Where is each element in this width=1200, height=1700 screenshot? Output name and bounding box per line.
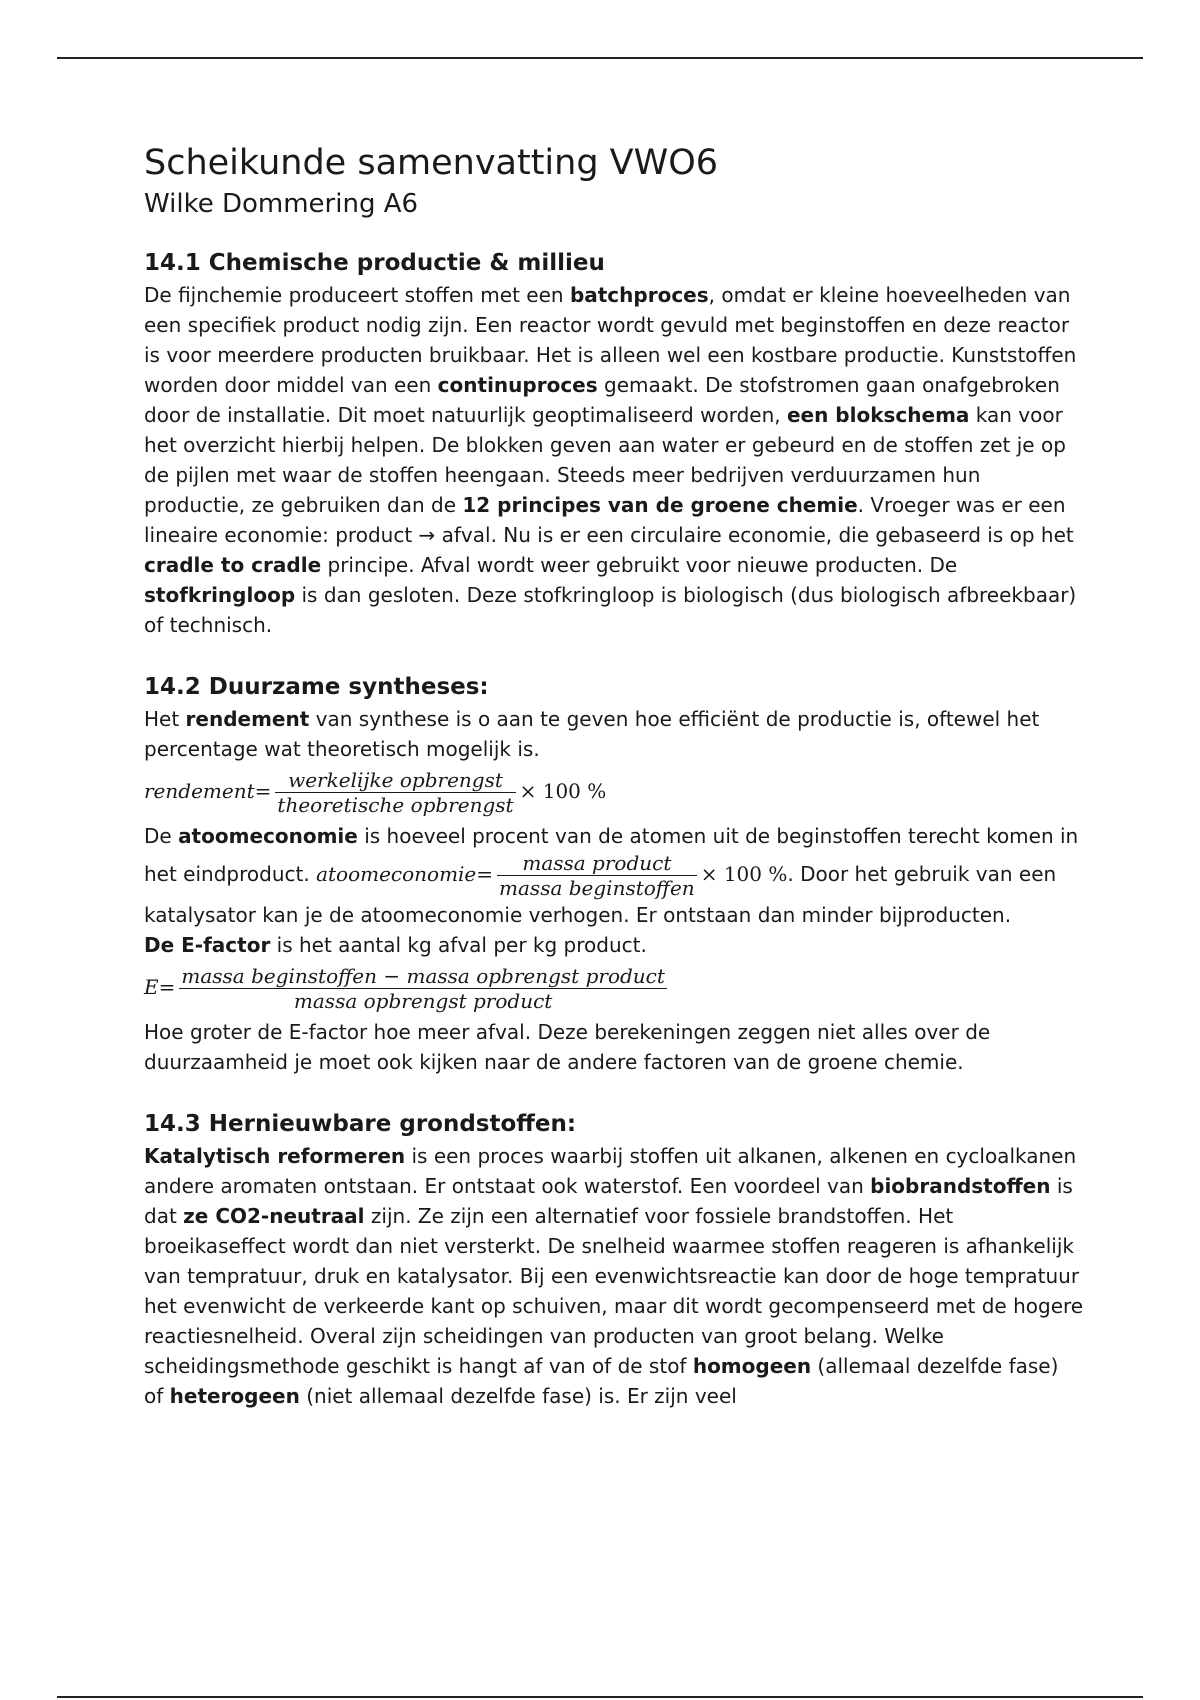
fraction-denominator: massa opbrengst product bbox=[293, 989, 553, 1013]
paragraph: Hoe groter de E-factor hoe meer afval. Deze berekeningen zeggen niet alles over de duurzaamheid je moet ook kijken naar de andere factoren van de groene chemie. bbox=[144, 1020, 991, 1074]
section-14-3 bbox=[144, 1107, 1084, 1411]
equation-e-factor bbox=[144, 964, 1084, 1013]
paragraph bbox=[144, 930, 1084, 960]
bold-term: rendement bbox=[185, 707, 310, 731]
bold-term: De E-factor bbox=[144, 933, 271, 957]
bold-term: Katalytisch reformeren bbox=[144, 1144, 406, 1168]
paragraph bbox=[144, 280, 1084, 640]
bottom-rule bbox=[57, 1696, 1143, 1698]
fraction-denominator: massa beginstoffen bbox=[499, 876, 695, 900]
bold-term: homogeen bbox=[692, 1354, 812, 1378]
text-run: (allemaal dezelfde fase) of bbox=[144, 1354, 1059, 1408]
bold-term: continuproces bbox=[437, 373, 598, 397]
fraction bbox=[179, 964, 667, 1013]
section-heading: 14.2 Duurzame syntheses: bbox=[144, 674, 489, 700]
bold-term: stofkringloop bbox=[144, 583, 296, 607]
text-run: (niet allemaal dezelfde fase) is. Er zijn veel bbox=[299, 1384, 737, 1408]
equation-lhs: atoomeconomie bbox=[316, 862, 477, 886]
fraction-numerator: werkelijke opbrengst bbox=[275, 768, 515, 793]
equation-multiplier: × 100 % bbox=[700, 862, 788, 886]
bold-term: heterogeen bbox=[169, 1384, 300, 1408]
bold-term: cradle to cradle bbox=[144, 553, 322, 577]
equation-multiplier: × 100 % bbox=[519, 779, 607, 803]
bold-term: 12 principes van de groene chemie bbox=[462, 493, 858, 517]
equals-sign: = bbox=[158, 975, 176, 999]
bold-term: atoomeconomie bbox=[178, 824, 358, 848]
equals-sign: = bbox=[254, 779, 272, 803]
text-run: De fijnchemie produceert stoffen met een bbox=[144, 283, 570, 307]
text-run: gemaakt. De stofstromen gaan onafgebroken door de installatie. Dit moet natuurlijk geoptimaliseerd worden, bbox=[144, 373, 1060, 427]
text-run: , omdat er kleine hoeveelheden van een specifiek product nodig zijn. Een reactor wordt gevuld met beginstoffen en deze reactor is voor meerdere producten bruikbaar. Het is alleen wel een kostbare productie. Kunststoffen worden door middel van een bbox=[144, 283, 1077, 397]
document-subtitle: Wilke Dommering A6 bbox=[144, 189, 419, 219]
text-run: is dat bbox=[144, 1174, 1073, 1228]
text-run: kan voor het overzicht hierbij helpen. De blokken geven aan water er gebeurd en de stoffen zet je op de pijlen met waar de stoffen heengaan. Steeds meer bedrijven verduurzamen hun productie, ze gebruiken dan de bbox=[144, 403, 1066, 517]
paragraph bbox=[144, 821, 1084, 930]
document-title: Scheikunde samenvatting VWO6 bbox=[144, 143, 719, 183]
text-run: zijn. Ze zijn een alternatief voor fossiele brandstoffen. Het broeikaseffect wordt dan niet versterkt. De snelheid waarmee stoffen reageren is afhankelijk van tempratuur, druk en katalysator. Bij een evenwichtsreactie kan door de hoge tempratuur het evenwicht de verkeerde kant op schuiven, maar dit wordt gecompenseerd met de hogere reactiesnelheid. Overal zijn scheidingen van producten van groot belang. Welke scheidingsmethode geschikt is hangt af van of de stof bbox=[144, 1204, 1084, 1378]
fraction-denominator: theoretische opbrengst bbox=[277, 793, 514, 817]
section-14-2 bbox=[144, 670, 1084, 1077]
document-page bbox=[144, 140, 1084, 1441]
text-run: is het aantal kg afval per kg product. bbox=[270, 933, 647, 957]
text-run: van synthese is o aan te geven hoe efficiënt de productie is, oftewel het percentage wat theoretisch mogelijk is. bbox=[144, 707, 1040, 761]
text-run: . Vroeger was er een lineaire economie: product → afval. Nu is er een circulaire economie, die gebaseerd is op het bbox=[144, 493, 1074, 547]
fraction bbox=[275, 768, 515, 817]
fraction-numerator: massa product bbox=[497, 851, 697, 876]
paragraph bbox=[144, 1141, 1084, 1411]
paragraph bbox=[144, 704, 1084, 764]
text-run: De bbox=[144, 824, 179, 848]
bold-term: biobrandstoffen bbox=[870, 1174, 1051, 1198]
section-14-1 bbox=[144, 246, 1084, 640]
equation-lhs: rendement bbox=[144, 779, 255, 803]
equation-rendement bbox=[144, 768, 1084, 817]
text-run: is dan gesloten. Deze stofkringloop is biologisch (dus biologisch afbreekbaar) of technisch. bbox=[144, 583, 1077, 637]
fraction-numerator: massa beginstoffen − massa opbrengst product bbox=[181, 964, 665, 988]
bold-term: een blokschema bbox=[786, 403, 970, 427]
text-run: Het bbox=[144, 707, 186, 731]
bold-term: ze CO2-neutraal bbox=[183, 1204, 365, 1228]
text-run: principe. Afval wordt weer gebruikt voor nieuwe producten. De bbox=[321, 553, 958, 577]
section-heading: 14.1 Chemische productie & millieu bbox=[144, 250, 605, 276]
fraction bbox=[497, 851, 697, 900]
text-run: is een proces waarbij stoffen uit alkanen, alkenen en cycloalkanen andere aromaten ontstaan. Er ontstaat ook waterstof. Een voordeel van bbox=[144, 1144, 1077, 1198]
text-run: is hoeveel procent van de atomen uit de beginstoffen terecht komen in het eindproduct. bbox=[144, 824, 1079, 886]
equation-lhs: E bbox=[144, 975, 159, 999]
text-run: . Door het gebruik van een katalysator kan je de atoomeconomie verhogen. Er ontstaan dan minder bijproducten. bbox=[144, 862, 1057, 927]
section-heading: 14.3 Hernieuwbare grondstoffen: bbox=[144, 1111, 577, 1137]
bold-term: batchproces bbox=[569, 283, 709, 307]
top-rule bbox=[57, 57, 1143, 59]
equals-sign: = bbox=[476, 862, 494, 886]
